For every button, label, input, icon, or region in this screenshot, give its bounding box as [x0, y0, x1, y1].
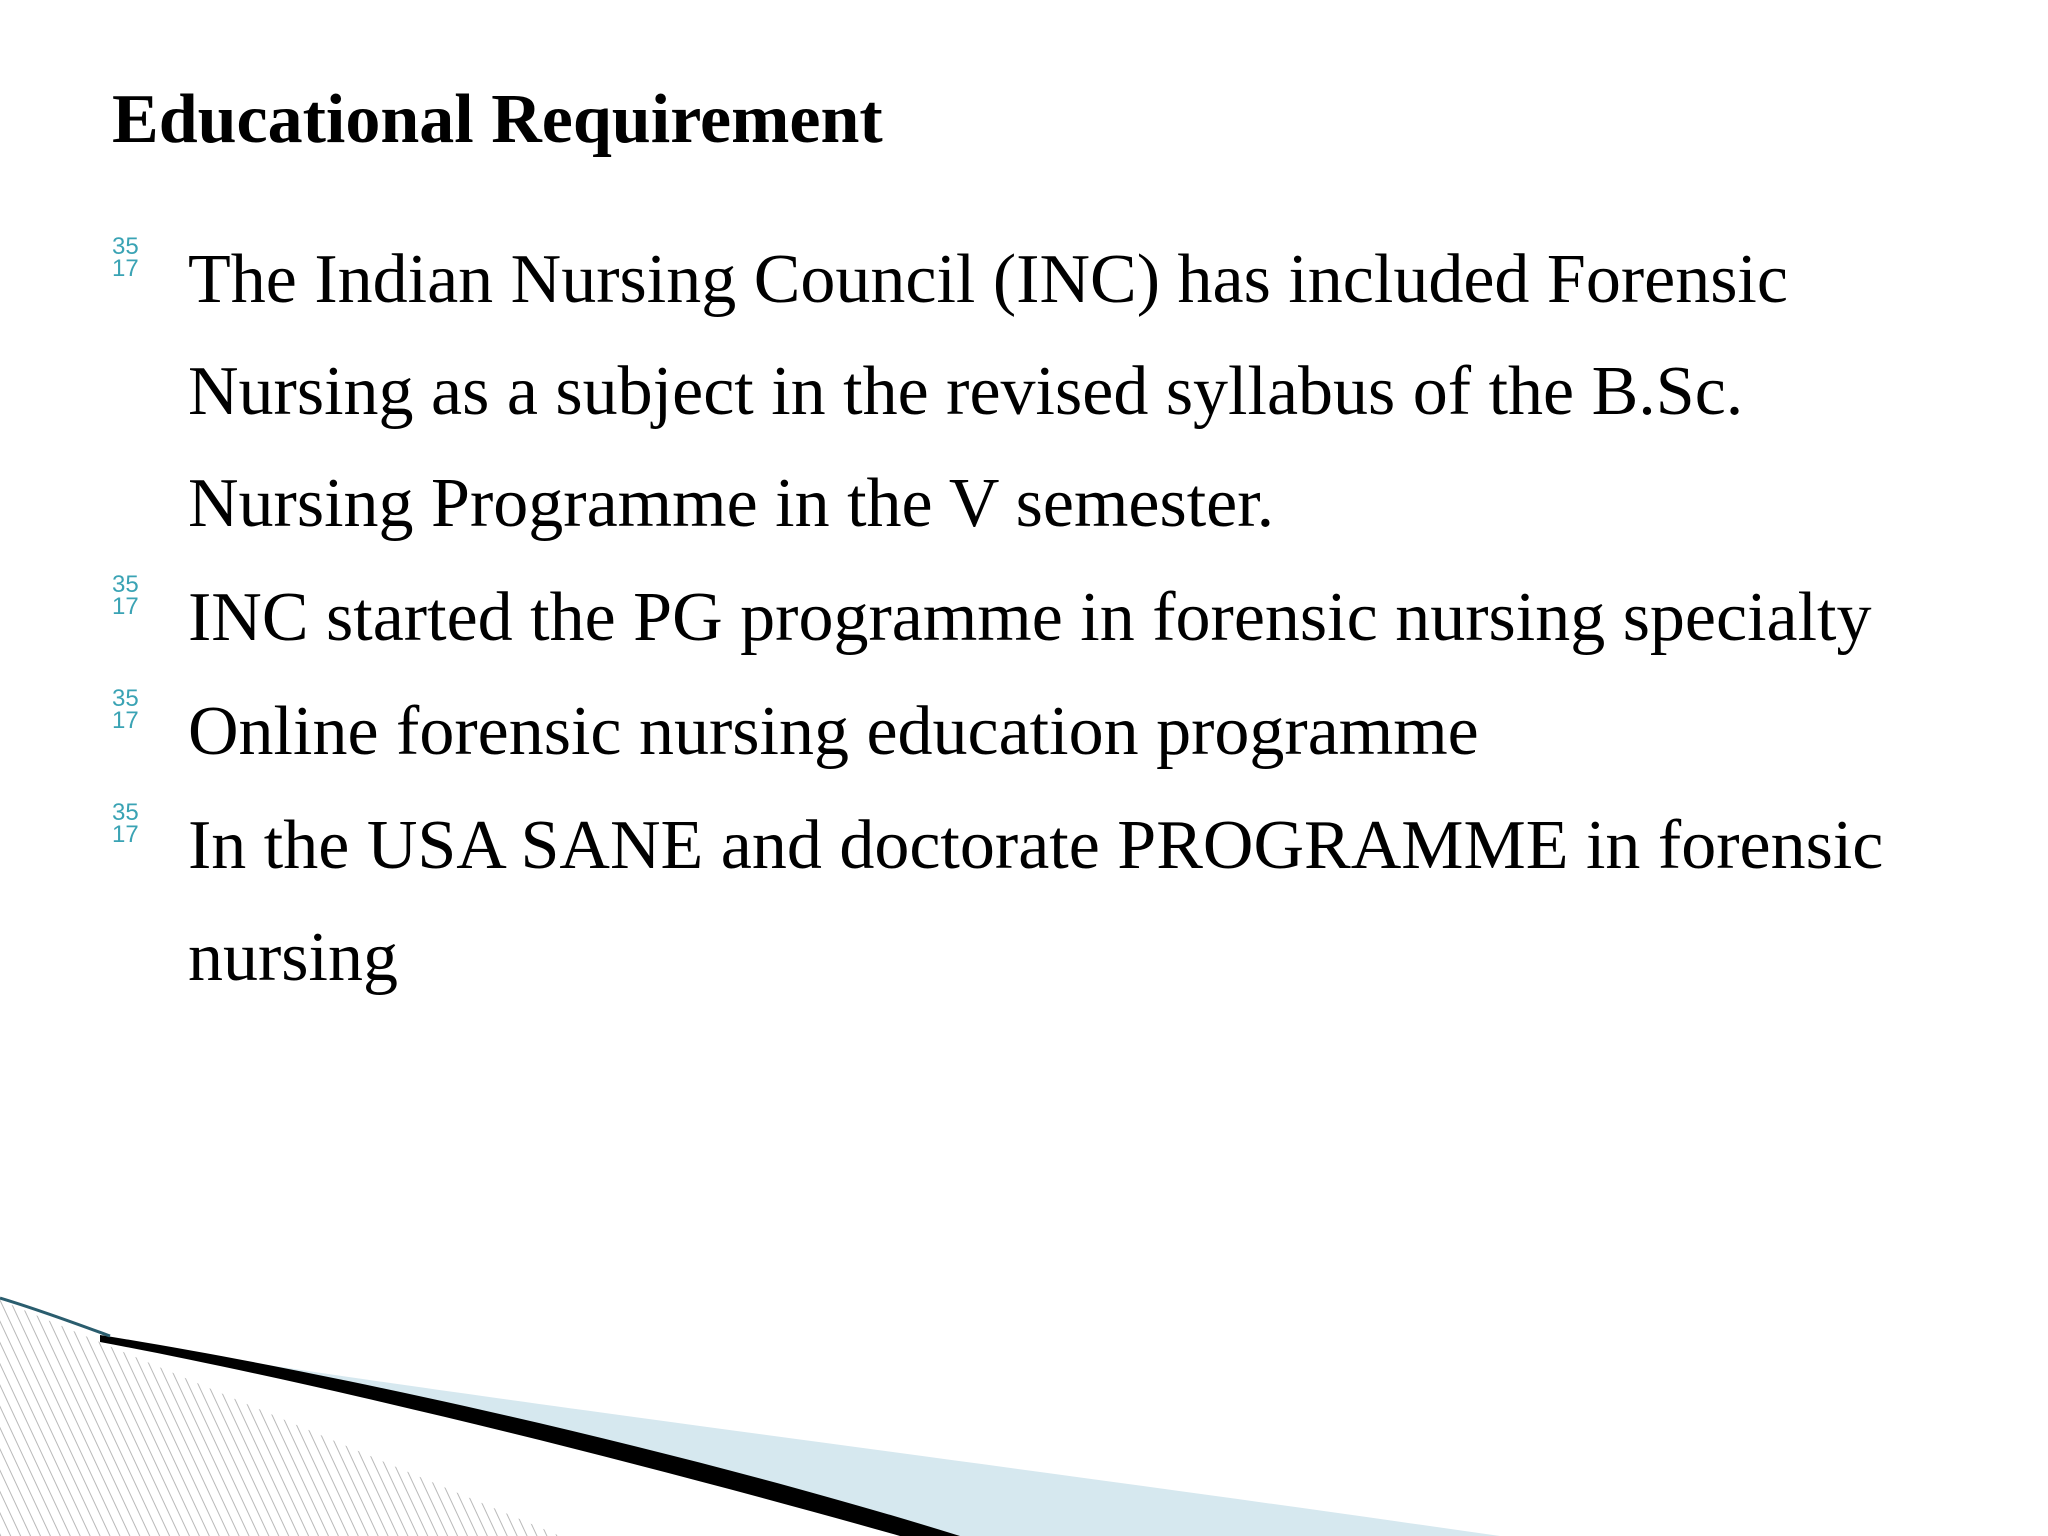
bullet-marker-icon — [112, 233, 152, 282]
bullet-list — [112, 224, 1952, 1016]
bullet-marker-icon — [112, 571, 152, 620]
bullet-marker-top: 35 — [112, 685, 139, 712]
bullet-item — [112, 790, 1952, 1014]
bullet-marker-top: 35 — [112, 233, 139, 260]
bullet-marker-bottom: 17 — [112, 707, 139, 734]
bullet-item — [112, 676, 1952, 788]
slide-title: Educational Requirement — [112, 81, 883, 158]
bullet-item — [112, 562, 1952, 674]
bullet-text: The Indian Nursing Council (INC) has included Forensic Nursing as a subject in the revised syllabus of the B.Sc. Nursing Programme in the V semester. — [188, 241, 1788, 542]
bullet-text: In the USA SANE and doctorate PROGRAMME in forensic nursing — [188, 807, 1884, 996]
bullet-text: INC started the PG programme in forensic nursing specialty — [188, 579, 1872, 656]
bullet-marker-top: 35 — [112, 799, 139, 826]
bullet-marker-icon — [112, 685, 152, 734]
bullet-marker-bottom: 17 — [112, 821, 139, 848]
bullet-marker-top: 35 — [112, 571, 139, 598]
bullet-marker-bottom: 17 — [112, 593, 139, 620]
bullet-marker-icon — [112, 799, 152, 848]
bullet-item — [112, 224, 1952, 560]
bullet-text: Online forensic nursing education programme — [188, 693, 1479, 770]
bullet-marker-bottom: 17 — [112, 255, 139, 282]
decorative-swoosh — [0, 1280, 2048, 1536]
